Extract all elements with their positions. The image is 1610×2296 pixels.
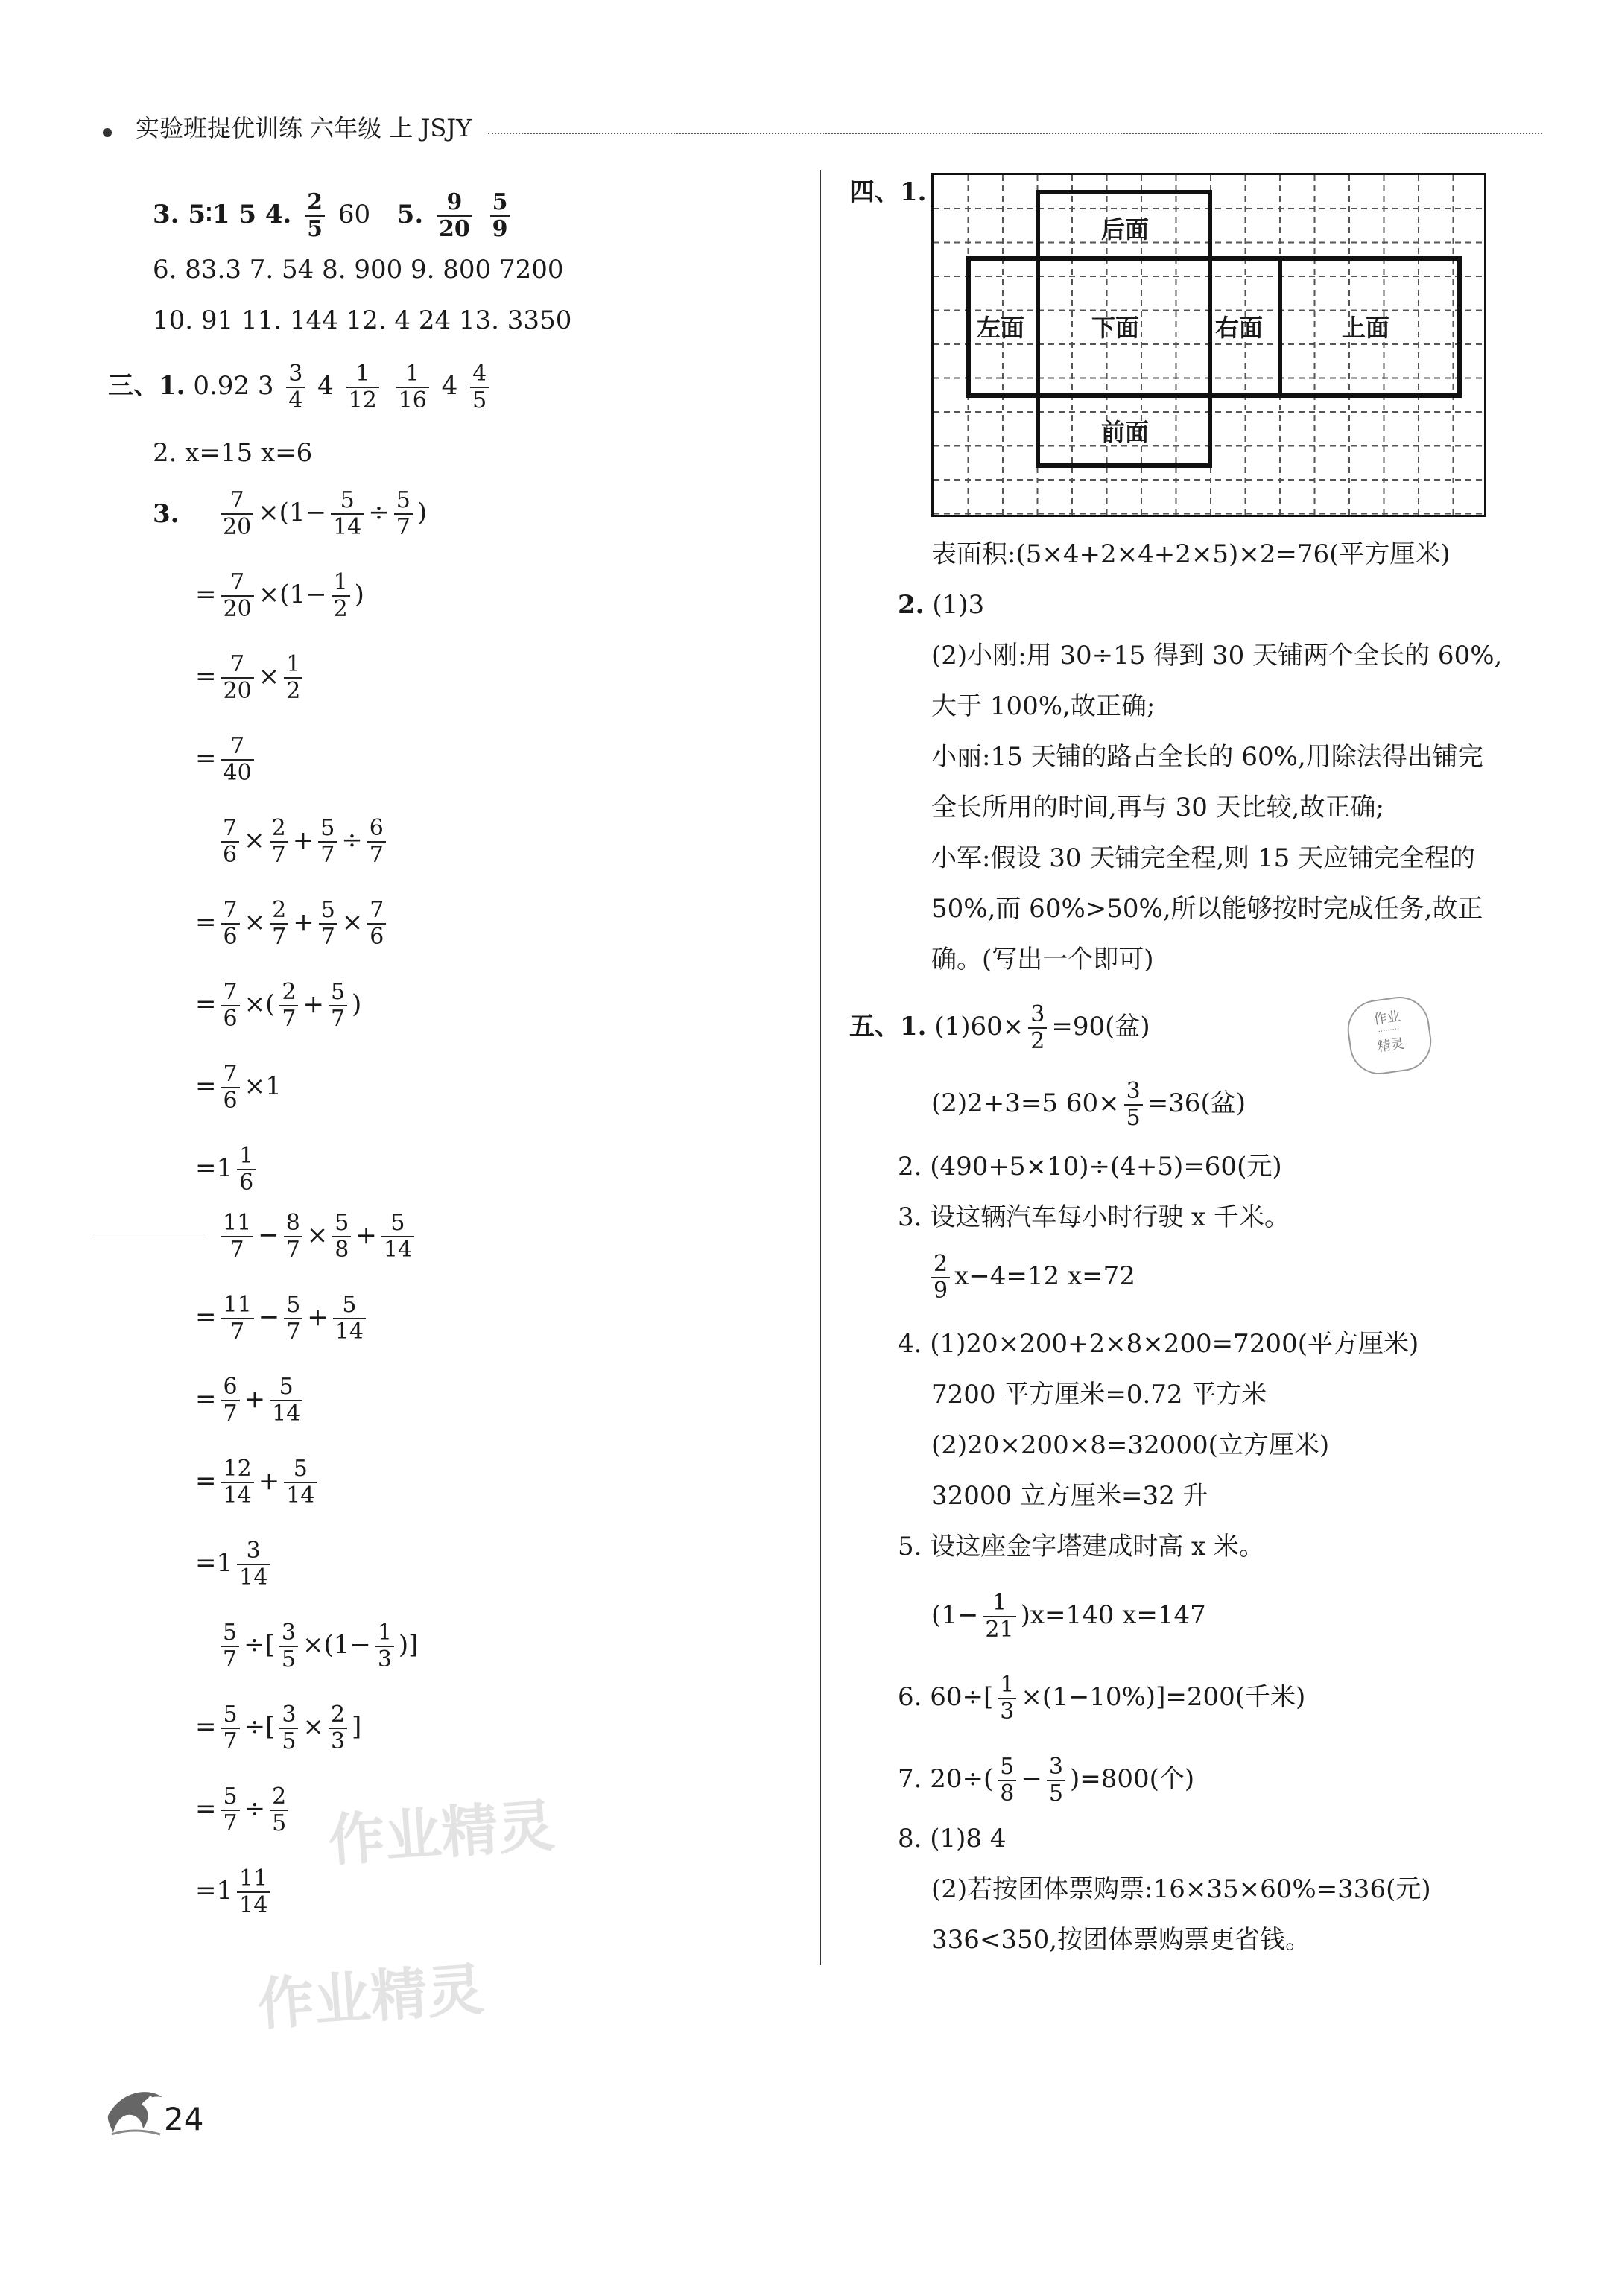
p5b: (1− $\frac{1}{21}$ )x=140 x=147 xyxy=(931,1590,1206,1643)
q2-1: 2. (1)3 xyxy=(898,590,985,620)
p3b: $\frac{2}{9}$ x−4=12 x=72 xyxy=(931,1252,1135,1304)
face-right: 右面 xyxy=(1215,314,1264,342)
expr-2: = $\frac{7}{20}$ ×(1− $\frac{1}{2}$ ) xyxy=(195,569,364,622)
expr-12: = $\frac{6}{7}$ + $\frac{5}{14}$ xyxy=(195,1374,307,1427)
section-4-label: 四、1. xyxy=(849,177,927,207)
expr-9: =1 $\frac{1}{6}$ xyxy=(195,1144,260,1196)
q2-line-d: 全长所用的时间,再与 30 天比较,故正确; xyxy=(931,793,1384,822)
q2-line-a: (2)小刚:用 30÷15 得到 30 天铺两个全长的 60%, xyxy=(931,641,1503,670)
p8a: 8. (1)8 4 xyxy=(898,1824,1007,1853)
q2-line-f: 50%,而 60%>50%,所以能够按时完成任务,故正 xyxy=(931,894,1483,924)
expr-16: = $\frac{5}{7}$ ÷[ $\frac{3}{5}$ × $\frac{2}{3}$ ] xyxy=(195,1702,362,1754)
p4a: 4. (1)20×200+2×8×200=7200(平方厘米) xyxy=(898,1329,1419,1359)
left-row-1: 3. 5∶1 5 4. $\frac{2}{5}$ 60 5. $\frac{9}{20}$ $\frac{5}{9}$ xyxy=(153,190,514,242)
q2-line-c: 小丽:15 天铺的路占全长的 60%,用除法得出铺完 xyxy=(931,742,1483,772)
q2-line-e: 小军:假设 30 天铺完全程,则 15 天应铺完全程的 xyxy=(931,843,1476,873)
expr-5: $\frac{7}{6}$ × $\frac{2}{7}$ + $\frac{5}{7}$ ÷ $\frac{6}{7}$ xyxy=(216,816,390,868)
dolphin-icon xyxy=(104,2082,168,2138)
face-bottom: 下面 xyxy=(1091,314,1140,342)
expr-13: = $\frac{12}{14}$ + $\frac{5}{14}$ xyxy=(195,1456,321,1509)
face-left: 左面 xyxy=(977,314,1025,342)
p8c: 336<350,按团体票购票更省钱。 xyxy=(931,1925,1311,1955)
q2-line-b: 大于 100%,故正确; xyxy=(931,691,1156,721)
p6: 6. 60÷[ $\frac{1}{3}$ ×(1−10%)]=200(千米) xyxy=(898,1672,1306,1725)
expr-10: $\frac{11}{7}$ − $\frac{8}{7}$ × $\frac{5}{8}$ + $\frac{5}{14}$ xyxy=(216,1211,419,1263)
header-rule xyxy=(488,133,1542,134)
face-top: 上面 xyxy=(1342,314,1390,342)
p4d: 32000 立方厘米=32 升 xyxy=(931,1481,1208,1511)
column-divider xyxy=(820,170,821,1965)
p4c: (2)20×200×8=32000(立方厘米) xyxy=(931,1430,1330,1460)
surface-area: 表面积:(5×4+2×4+2×5)×2=76(平方厘米) xyxy=(931,539,1451,569)
face-front: 前面 xyxy=(1101,418,1150,446)
header-title: 实验班提优训练 六年级 上 JSJY xyxy=(136,114,472,142)
p3: 3. 设这辆汽车每小时行驶 x 千米。 xyxy=(898,1202,1290,1232)
cube-net-grid xyxy=(931,173,1486,517)
q2-line-g: 确。(写出一个即可) xyxy=(931,945,1154,974)
page-number: 24 xyxy=(164,2101,204,2137)
section-5-row-1: 五、1. (1)60× $\frac{3}{2}$ =90(盆) xyxy=(849,1001,1150,1054)
header-dot xyxy=(103,128,112,137)
section-3-row-2: 2. x=15 x=6 xyxy=(153,438,313,468)
left-row-3: 10. 91 11. 144 12. 4 24 13. 3350 xyxy=(153,305,572,335)
expr-15: $\frac{5}{7}$ ÷[ $\frac{3}{5}$ ×(1− $\frac{1}{3}$ )] xyxy=(216,1620,418,1672)
p1b: (2)2+3=5 60× $\frac{3}{5}$ =36(盆) xyxy=(931,1078,1246,1131)
watermark-2: 作业精灵 xyxy=(255,1956,487,2038)
p4b: 7200 平方厘米=0.72 平方米 xyxy=(931,1380,1267,1409)
p7: 7. 20÷( $\frac{5}{8}$ − $\frac{3}{5}$ )=800(个) xyxy=(898,1754,1195,1807)
expr-14: =1 $\frac{3}{14}$ xyxy=(195,1538,274,1591)
expr-8: = $\frac{7}{6}$ ×1 xyxy=(195,1061,282,1114)
expr-4: = $\frac{7}{40}$ xyxy=(195,734,259,786)
expr-1: $\frac{7}{20}$ ×(1− $\frac{5}{14}$ ÷ $\frac{5}{7}$ ) xyxy=(216,488,427,540)
expr-7: = $\frac{7}{6}$ ×( $\frac{2}{7}$ + $\frac{5}{7}$ ) xyxy=(195,979,362,1032)
section-3-row-1: 三、1. 0.92 3 $\frac{3}{4}$ 4 $\frac{1}{12}$ $\frac{1}{16}$ 4 $\frac{4}{5}$ xyxy=(108,361,493,413)
expr-17: = $\frac{5}{7}$ ÷ $\frac{2}{5}$ xyxy=(195,1784,293,1836)
expr-11: = $\frac{11}{7}$ − $\frac{5}{7}$ + $\frac{5}{14}$ xyxy=(195,1293,370,1345)
watermark-1: 作业精灵 xyxy=(326,1792,557,1874)
p5: 5. 设这座金字塔建成时高 x 米。 xyxy=(898,1532,1265,1561)
p8b: (2)若按团体票购票:16×35×60%=336(元) xyxy=(931,1874,1431,1904)
expr-3: = $\frac{7}{20}$ × $\frac{1}{2}$ xyxy=(195,652,307,704)
expr-18: =1 $\frac{11}{14}$ xyxy=(195,1866,274,1918)
q3-label: 3. xyxy=(153,499,180,529)
p2: 2. (490+5×10)÷(4+5)=60(元) xyxy=(898,1152,1282,1182)
stamp-logo: 作业 ········· 精灵 xyxy=(1344,993,1436,1078)
expr-6: = $\frac{7}{6}$ × $\frac{2}{7}$ + $\frac{5}{7}$ × $\frac{7}{6}$ xyxy=(195,898,390,950)
face-back: 后面 xyxy=(1101,215,1150,244)
left-row-2: 6. 83.3 7. 54 8. 900 9. 800 7200 xyxy=(153,255,564,285)
